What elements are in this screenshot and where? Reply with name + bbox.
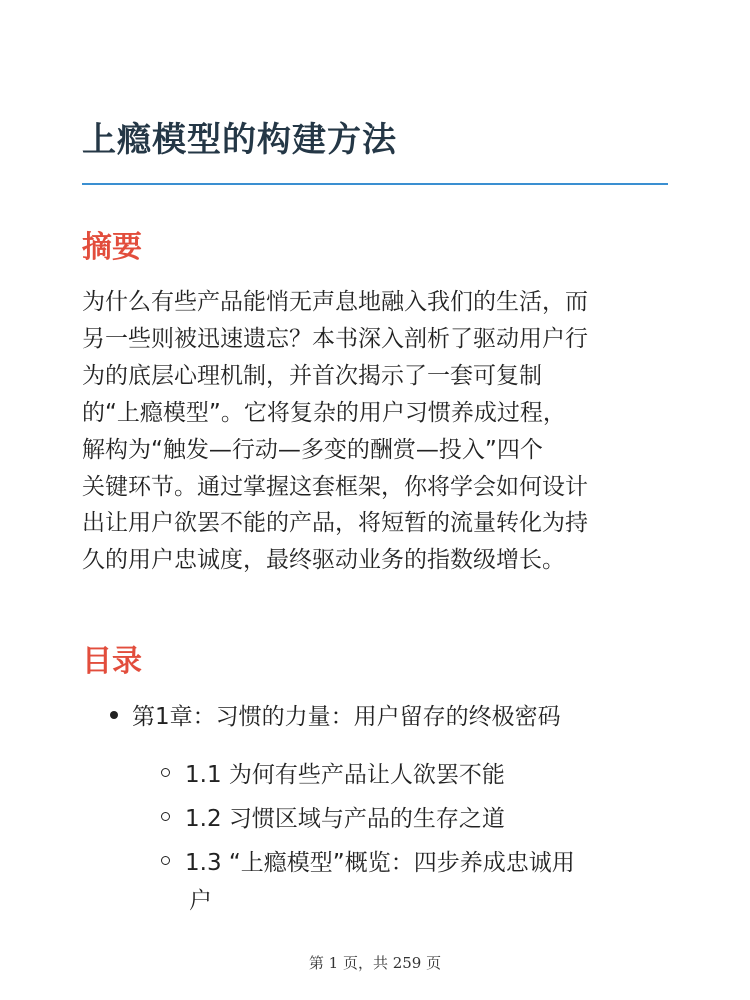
- abstract-line: 出让用户欲罢不能的产品，将短暂的流量转化为持: [82, 510, 588, 537]
- toc-section-label-continuation: 户: [189, 888, 212, 914]
- bullet-circle-icon: [161, 812, 170, 821]
- abstract-line: 为的底层心理机制，并首次揭示了一套可复制: [82, 362, 542, 389]
- toc-chapter-label: 第1章：习惯的力量：用户留存的终极密码: [132, 704, 561, 730]
- toc-section-label: 1.1 为何有些产品让人欲罢不能: [185, 762, 505, 788]
- toc-section-label: 1.2 习惯区域与产品的生存之道: [185, 806, 505, 832]
- abstract-line: 解构为“触发—行动—多变的酬赏—投入”四个: [82, 436, 543, 463]
- document-title: 上瘾模型的构建方法: [82, 120, 397, 160]
- toc-heading: 目录: [82, 644, 142, 679]
- abstract-line: 为什么有些产品能悄无声息地融入我们的生活，而: [82, 289, 588, 315]
- abstract-line: 另一些则被迅速遗忘？本书深入剖析了驱动用户行: [82, 325, 588, 352]
- abstract-paragraph: [82, 284, 682, 579]
- toc-chapter-item: [110, 699, 561, 735]
- toc-section-item: [161, 799, 505, 839]
- toc-section-item: [161, 755, 505, 795]
- title-divider: [82, 183, 668, 185]
- toc-section-label: 1.3 “上瘾模型”概览：四步养成忠诚用: [185, 850, 575, 876]
- abstract-heading: 摘要: [82, 230, 142, 265]
- abstract-line: 的“上瘾模型”。它将复杂的用户习惯养成过程，: [82, 399, 566, 426]
- bullet-circle-icon: [161, 856, 170, 865]
- abstract-line: 关键环节。通过掌握这套框架，你将学会如何设计: [82, 473, 588, 500]
- abstract-line: 久的用户忠诚度，最终驱动业务的指数级增长。: [82, 547, 565, 574]
- bullet-circle-icon: [161, 768, 170, 777]
- toc-section-item: [161, 843, 575, 883]
- page-number-footer: 第 1 页，共 259 页: [308, 954, 442, 972]
- bullet-disc-icon: [110, 711, 118, 719]
